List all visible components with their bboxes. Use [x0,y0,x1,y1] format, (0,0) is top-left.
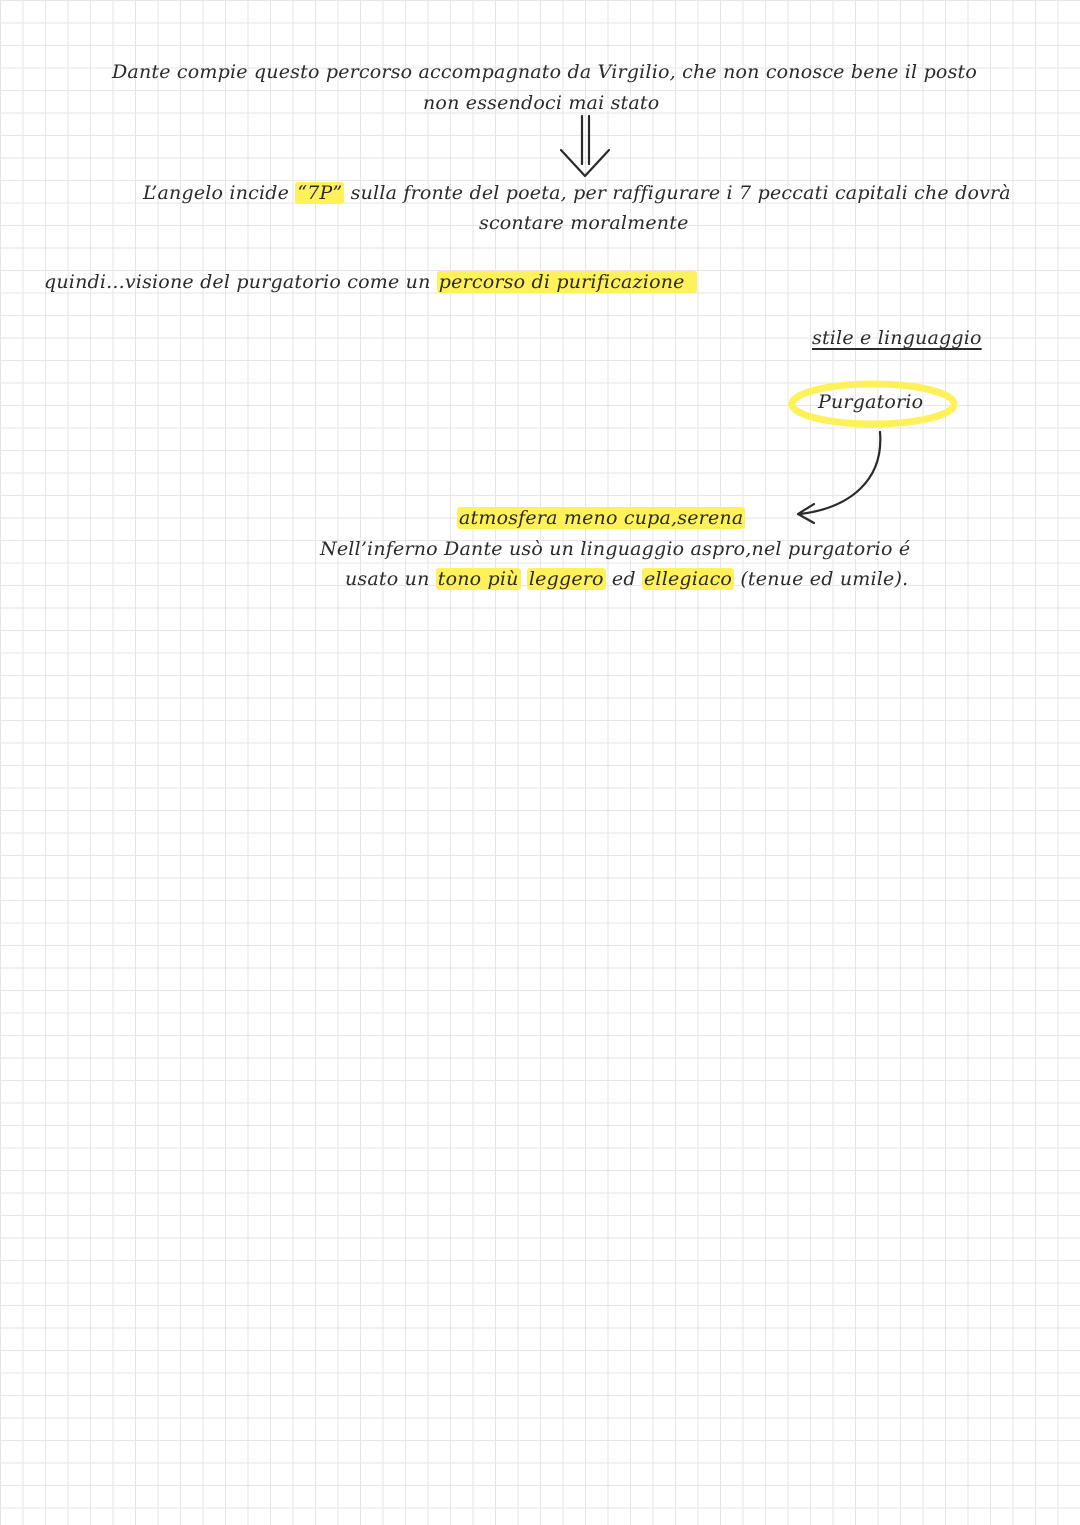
section-heading: stile e linguaggio [812,327,982,349]
angelo-text-after: sulla fronte del poeta, per raffigurare i 7 peccati capitali che dovrà [344,182,1011,204]
note-line-dante-virgilio: Dante compie questo percorso accompagnato da Virgilio, che non conosce bene il posto [112,61,977,83]
curved-arrow-icon [788,428,888,528]
tono-text-3: ed [605,568,642,590]
highlight-atmosfera: atmosfera meno cupa,serena [459,507,744,529]
atmosphere-line [457,506,745,530]
tono-text-2 [521,568,527,590]
tono-text-1: usato un [345,568,436,590]
note-line-scontare: scontare moralmente [479,212,689,234]
note-line-non-essendoci: non essendoci mai stato [423,92,660,114]
highlight-tono: tono più [437,568,519,590]
quindi-text: quindi...visione del purgatorio come un [44,271,437,293]
note-line-quindi [44,270,697,294]
highlight-percorso: percorso di purificazione [437,271,697,293]
note-line-tono [345,567,908,591]
purgatorio-bubble-label: Purgatorio [818,391,924,413]
note-line-inferno: Nell’inferno Dante usò un linguaggio aspro,nel purgatorio é [320,538,911,560]
note-line-angelo [143,181,1011,205]
highlight-leggero: leggero [528,568,604,590]
highlight-7p: “7P” [297,182,343,204]
highlight-ellegiaco: ellegiaco [643,568,733,590]
tono-text-4: (tenue ed umile). [734,568,909,590]
down-arrow-icon [555,112,615,182]
angelo-text-before: L’angelo incide [143,182,296,204]
